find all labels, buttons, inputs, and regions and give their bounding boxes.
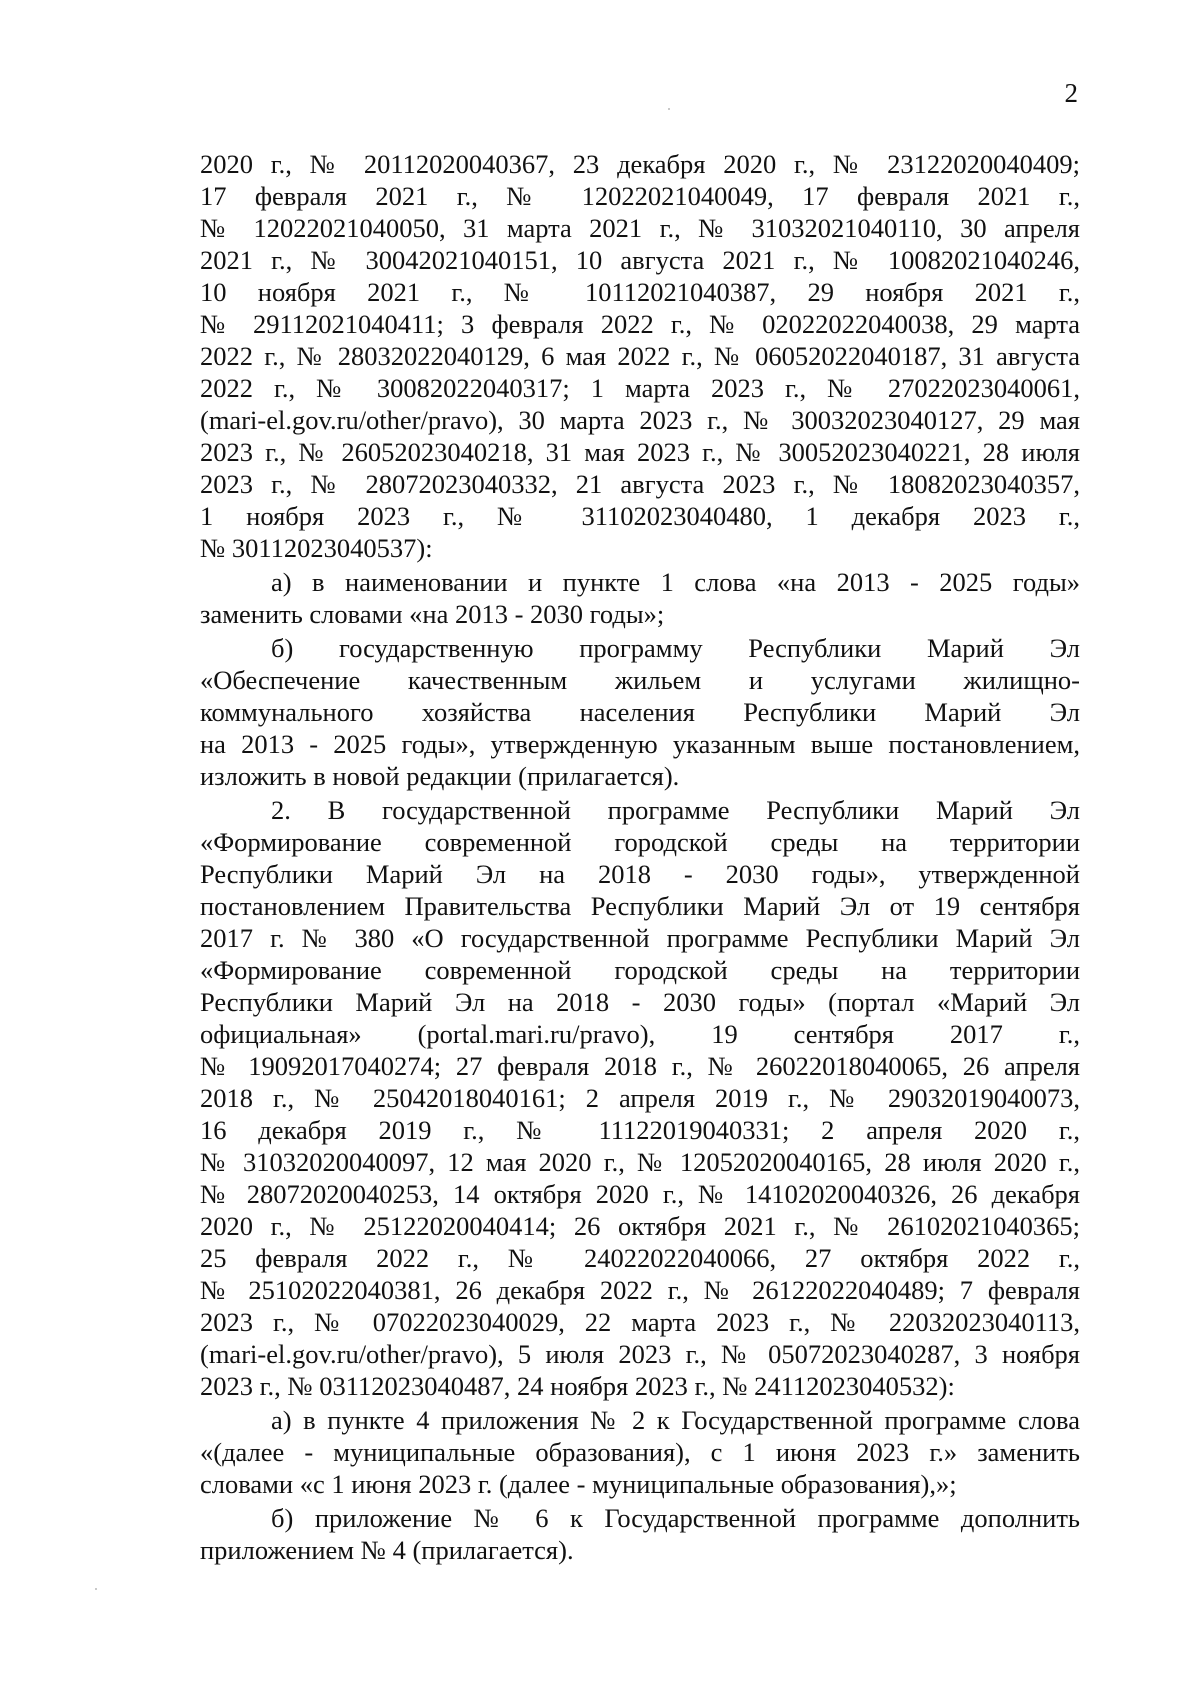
text-line: № 31032020040097, 12 мая 2020 г., № 12052020040165, 28 июля 2020 г., (200, 1147, 1080, 1177)
text-line: 2023 г., № 03112023040487, 24 ноября 2023 г., № 24112023040532): (200, 1371, 955, 1401)
text-line: официальная» (portal.mari.ru/pravo), 19 сентября 2017 г., (200, 1019, 1080, 1049)
text-line: а) в пункте 4 приложения № 2 к Государственной программе слова (271, 1405, 1080, 1435)
text-line: приложением № 4 (прилагается). (200, 1535, 574, 1565)
page-number: 2 (1064, 78, 1078, 108)
text-line: б) приложение № 6 к Государственной программе дополнить (271, 1503, 1080, 1533)
text-line: № 19092017040274; 27 февраля 2018 г., № 26022018040065, 26 апреля (200, 1051, 1080, 1081)
text-line: на 2013 - 2025 годы», утвержденную указанным выше постановлением, (200, 729, 1080, 759)
text-line: б) государственную программу Республики Марий Эл (271, 633, 1080, 663)
text-line: 2. В государственной программе Республики Марий Эл (271, 795, 1080, 825)
text-line: № 30112023040537): (200, 533, 433, 563)
paragraph (200, 566, 1080, 630)
text-line: 16 декабря 2019 г., № 11122019040331; 2 апреля 2020 г., (200, 1115, 1080, 1145)
text-line: 2023 г., № 07022023040029, 22 марта 2023 г., № 22032023040113, (200, 1307, 1080, 1337)
text-line: 1 ноября 2023 г., № 31102023040480, 1 декабря 2023 г., (200, 501, 1080, 531)
paragraph (200, 632, 1080, 792)
text-line: заменить словами «на 2013 - 2030 годы»; (200, 599, 665, 629)
document-body (200, 146, 1080, 1566)
text-line: 10 ноября 2021 г., № 10112021040387, 29 ноября 2021 г., (200, 277, 1080, 307)
text-line: (mari-el.gov.ru/other/pravo), 30 марта 2023 г., № 30032023040127, 29 мая (200, 405, 1080, 435)
text-line: 2022 г., № 28032022040129, 6 мая 2022 г., № 06052022040187, 31 августа (200, 341, 1080, 371)
paragraph (200, 148, 1080, 564)
paragraph (200, 794, 1080, 1402)
text-line: № 25102022040381, 26 декабря 2022 г., № 26122022040489; 7 февраля (200, 1275, 1080, 1305)
text-line: (mari-el.gov.ru/other/pravo), 5 июля 2023 г., № 05072023040287, 3 ноября (200, 1339, 1080, 1369)
text-line: «(далее - муниципальные образования), с 1 июня 2023 г.» заменить (200, 1437, 1080, 1467)
text-line: № 28072020040253, 14 октября 2020 г., № 14102020040326, 26 декабря (200, 1179, 1080, 1209)
text-line: а) в наименовании и пункте 1 слова «на 2013 - 2025 годы» (271, 567, 1080, 597)
text-line: словами «с 1 июня 2023 г. (далее - муниципальные образования),»; (200, 1469, 957, 1499)
paragraph (200, 1502, 1080, 1566)
text-line: коммунального хозяйства населения Республики Марий Эл (200, 697, 1080, 727)
text-line: «Формирование современной городской среды на территории (200, 955, 1080, 985)
text-line: 2017 г. № 380 «О государственной программе Республики Марий Эл (200, 923, 1080, 953)
text-line: «Обеспечение качественным жильем и услугами жилищно- (200, 665, 1080, 695)
text-line: 2020 г., № 20112020040367, 23 декабря 2020 г., № 23122020040409; (200, 149, 1080, 179)
text-line: 2021 г., № 30042021040151, 10 августа 2021 г., № 10082021040246, (200, 245, 1080, 275)
text-line: 25 февраля 2022 г., № 24022022040066, 27 октября 2022 г., (200, 1243, 1080, 1273)
text-line: постановлением Правительства Республики Марий Эл от 19 сентября (200, 891, 1080, 921)
text-line: 2023 г., № 26052023040218, 31 мая 2023 г., № 30052023040221, 28 июля (200, 437, 1080, 467)
scan-artifact (668, 108, 670, 110)
text-line: Республики Марий Эл на 2018 - 2030 годы» (портал «Марий Эл (200, 987, 1080, 1017)
text-line: «Формирование современной городской среды на территории (200, 827, 1080, 857)
text-line: 2020 г., № 25122020040414; 26 октября 2021 г., № 26102021040365; (200, 1211, 1080, 1241)
scan-artifact (95, 1588, 97, 1590)
text-line: изложить в новой редакции (прилагается). (200, 761, 680, 791)
text-line: 2023 г., № 28072023040332, 21 августа 2023 г., № 18082023040357, (200, 469, 1080, 499)
text-line: № 29112021040411; 3 февраля 2022 г., № 02022022040038, 29 марта (200, 309, 1080, 339)
text-line: 2018 г., № 25042018040161; 2 апреля 2019 г., № 29032019040073, (200, 1083, 1080, 1113)
text-line: 17 февраля 2021 г., № 12022021040049, 17 февраля 2021 г., (200, 181, 1080, 211)
text-line: Республики Марий Эл на 2018 - 2030 годы», утвержденной (200, 859, 1080, 889)
text-line: 2022 г., № 30082022040317; 1 марта 2023 г., № 27022023040061, (200, 373, 1080, 403)
paragraph (200, 1404, 1080, 1500)
text-line: № 12022021040050, 31 марта 2021 г., № 31032021040110, 30 апреля (200, 213, 1080, 243)
